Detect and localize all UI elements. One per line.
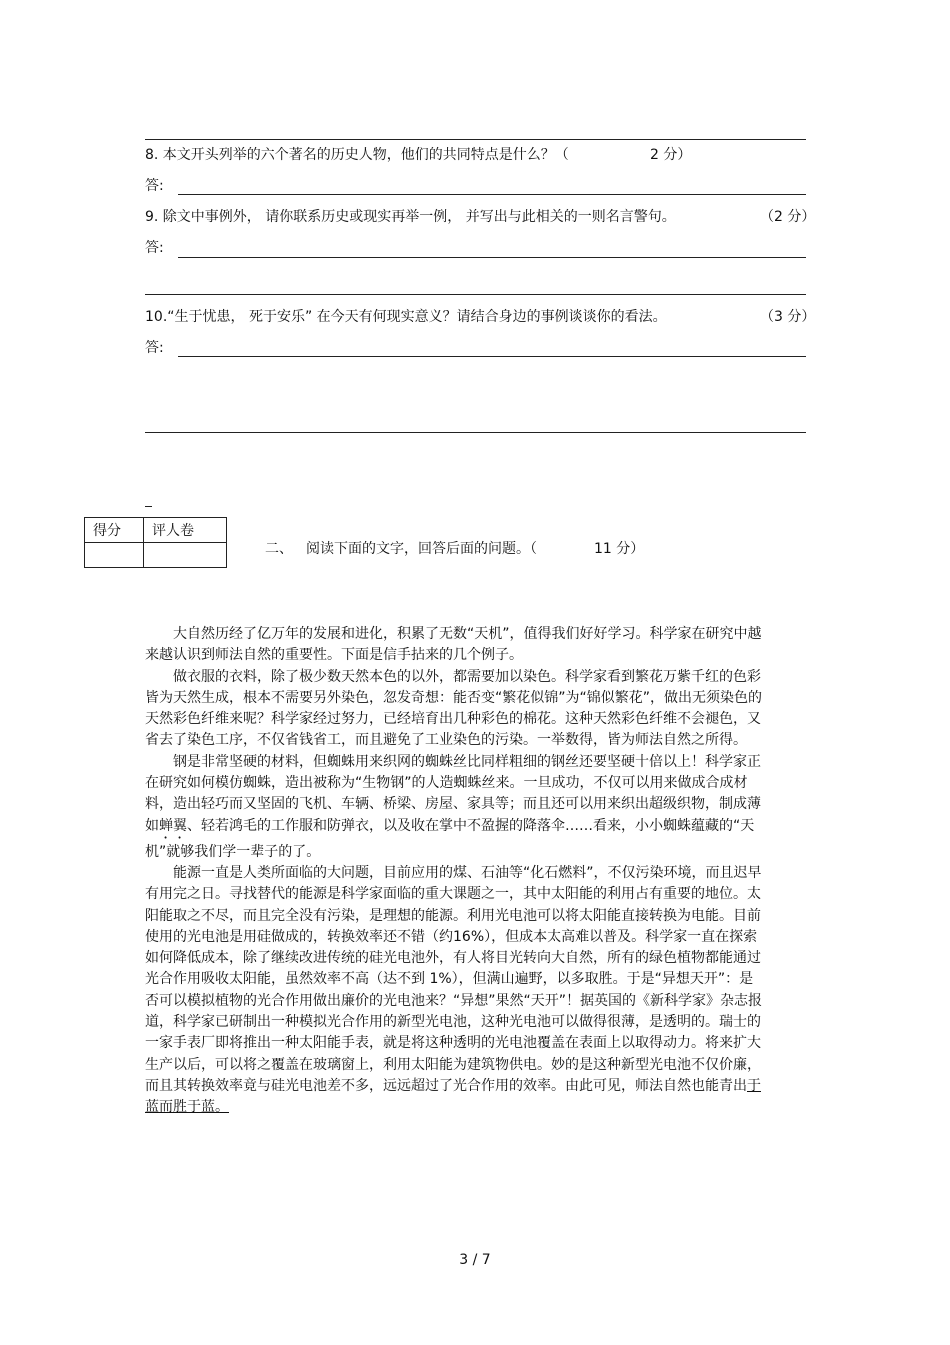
reviewer-label: 评人卷 bbox=[144, 518, 227, 543]
passage-paragraph-2: 做衣服的衣料，除了极少数天然本色的以外，都需要加以染色。科学家看到繁花万紫千红的色彩皆为天然生成，根本不需要另外染色，忽发奇想：能否变“繁花似锦”为“锦似繁花”，做出无须染色的天然彩色纤维来呢？科学家经过努力，已经培育出几种彩色的棉花。这种天然彩色纤维不会褪色，又省去了染色工序，不仅省钱省工，而且避免了工业染色的污染。一举数得，皆为师法自然之所得。 bbox=[145, 668, 763, 749]
question-9-points: （2 分） bbox=[760, 209, 816, 225]
passage-paragraph-4 bbox=[145, 863, 765, 1119]
underlined-phrase: 于蓝而胜于蓝。 bbox=[145, 1077, 761, 1116]
score-label: 得分 bbox=[85, 518, 144, 543]
answer-8-line[interactable] bbox=[178, 194, 806, 195]
answer-8-label: 答: bbox=[145, 178, 164, 194]
reviewer-cell[interactable] bbox=[144, 543, 227, 568]
answer-9-line[interactable] bbox=[178, 257, 806, 258]
rule-middle bbox=[145, 294, 806, 295]
answer-9-label: 答: bbox=[145, 240, 164, 256]
section-number: 二、 bbox=[265, 541, 293, 557]
question-8-text: 8. 本文开头列举的六个著名的历史人物，他们的共同特点是什么？（ bbox=[145, 147, 569, 163]
short-dash bbox=[145, 506, 152, 507]
question-10-text: 10.“生于忧患， 死于安乐” 在今天有何现实意义？请结合身边的事例谈谈你的看法。 bbox=[145, 309, 667, 325]
question-8-points: 2 分） bbox=[650, 147, 692, 163]
passage-paragraph-3-part-2: 、轻若鸿毛的工作服和防弹衣，以及收在掌中不盈握的降落伞……看来，小小蜘蛛蕴藏的“天机”就够我们学一辈子的了。 bbox=[145, 817, 755, 860]
rule-top bbox=[145, 139, 806, 140]
passage-paragraph-3-part-1: 钢是非常坚硬的材料，但蜘蛛用来织网的蜘蛛丝比同样粗细的钢丝还要坚硬十倍以上！科学家正在研究如何模仿蜘蛛，造出被称为“生物钢”的人造蜘蛛丝来。一旦成功，不仅可以用来做成合成材料，造出轻巧而又坚固的飞机、车辆、桥梁、房屋、家具等；而且还可以用来织出超级织物，制成薄如 bbox=[145, 753, 761, 834]
section-instruction: 阅读下面的文字，回答后面的问题。（ bbox=[306, 541, 537, 557]
question-9-text: 9. 除文中事例外， 请你联系历史或现实再举一例， 并写出与此相关的一则名言警句。 bbox=[145, 209, 676, 225]
section-points: 11 分） bbox=[594, 541, 645, 557]
answer-10-line[interactable] bbox=[178, 356, 806, 357]
page-number: 3 / 7 bbox=[459, 1252, 491, 1268]
answer-10-label: 答: bbox=[145, 340, 164, 356]
passage-paragraph-3 bbox=[145, 752, 765, 863]
rule-bottom bbox=[145, 432, 806, 433]
reading-passage bbox=[145, 624, 765, 1119]
score-box bbox=[84, 517, 227, 568]
passage-paragraph-4-part-1: 能源一直是人类所面临的大问题，目前应用的煤、石油等“化石燃料”，不仅污染环境，而且迟早有用完之日。寻找替代的能源是科学家面临的重大课题之一，其中太阳能的利用占有重要的地位。太阳能取之不尽，而且完全没有污染，是理想的能源。利用光电池可以将太阳能直接转换为电能。目前使用的光电池是用硅做成的，转换效率还不错（约16%），但成本太高难以普及。科学家一直在探索如何降低成本，除了继续改进传统的硅光电池外，有人将目光转向大自然，所有的绿色植物都能通过光合作用吸收太阳能，虽然效率不高（达不到 1%），但满山遍野，以多取胜。于是“异想天开”：是否可以模拟植物的光合作用做出廉价的光电池来？“异想”果然“天开”！据英国的《新科学家》杂志报道，科学家已研制出一种模拟光合作用的新型光电池，这种光电池可以做得很薄，是透明的。瑞士的一家手表厂即将推出一种太阳能手表，就是将这种透明的光电池覆盖在表面上以取得动力。将来扩大生产以后，可以将之覆盖在玻璃窗上，利用太阳能为建筑物供电。妙的是这种新型光电池不仅价廉，而且其转换效率竟与硅光电池差不多，远远超过了光合作用的效率。由此可见，师法自然也能青出 bbox=[145, 864, 763, 1094]
passage-paragraph-1: 大自然历经了亿万年的发展和进化，积累了无数“天机”，值得我们好好学习。科学家在研究中越来越认识到师法自然的重要性。下面是信手拈来的几个例子。 bbox=[145, 626, 762, 664]
dotted-phrase: 蝉翼 bbox=[159, 817, 187, 834]
score-cell[interactable] bbox=[85, 543, 144, 568]
question-10-points: （3 分） bbox=[760, 309, 816, 325]
